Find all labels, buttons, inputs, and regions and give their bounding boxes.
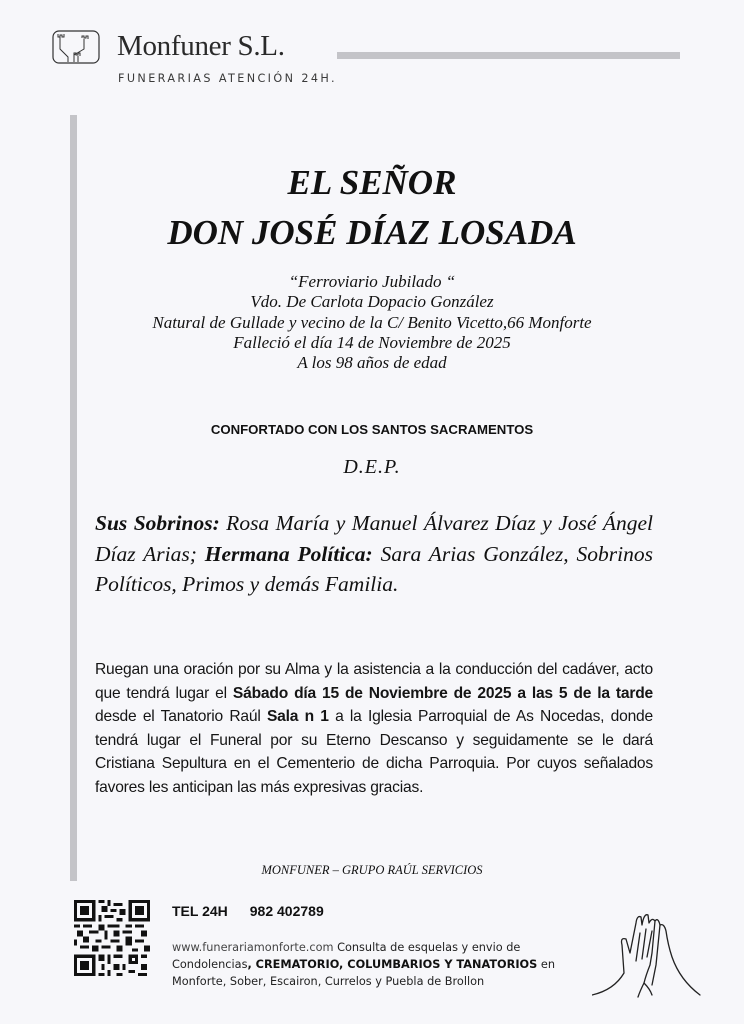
praying-hands-icon bbox=[592, 895, 702, 1000]
footer-info-text-2: en Monforte, Sober, Escairon, Currelos y Puebla de Brollon bbox=[172, 958, 555, 988]
deceased-details bbox=[0, 272, 744, 373]
dep-line: D.E.P. bbox=[343, 456, 401, 478]
service-text-2: desde el Tanatorio Raúl bbox=[95, 708, 267, 726]
nephews-label: Sus Sobrinos: bbox=[95, 511, 220, 535]
deceased-name: DON JOSÉ DÍAZ LOSADA bbox=[167, 213, 577, 252]
sacraments-line: CONFORTADO CON LOS SANTOS SACRAMENTOS bbox=[210, 422, 534, 437]
footer-info bbox=[172, 939, 592, 990]
service-datetime: Sábado día 15 de Noviembre de 2025 a las 5 de la tarde bbox=[232, 684, 653, 702]
website-link[interactable]: www.funerariamonforte.com bbox=[172, 941, 334, 954]
tel-number[interactable]: 982 402789 bbox=[249, 903, 324, 919]
occupation: “Ferroviario Jubilado “ bbox=[288, 272, 456, 291]
group-signature: MONFUNER – GRUPO RAÚL SERVICIOS bbox=[261, 863, 483, 877]
spouse: Vdo. De Carlota Dopacio González bbox=[250, 292, 494, 312]
header-divider bbox=[337, 52, 680, 59]
origin-address: Natural de Gullade y vecino de la C/ Benito Vicetto,66 Monforte bbox=[152, 312, 592, 332]
service-paragraph bbox=[95, 658, 653, 800]
brand-tagline: FUNERARIAS ATENCIÓN 24H. bbox=[118, 72, 337, 85]
family-paragraph bbox=[95, 508, 653, 600]
age: A los 98 años de edad bbox=[297, 353, 447, 373]
death-date: Falleció el día 14 de Noviembre de 2025 bbox=[233, 332, 511, 352]
footer-info-text-1: Consulta de esquelas y envio de Condolencias bbox=[172, 941, 521, 971]
service-text-3: a la Iglesia Parroquial de As Nocedas, donde tendrá lugar el Funeral por su Eterno Descanso y seguidamente se le dará Cristiana Sepultura en el Cementerio de dicha Parroquia. Por cuyos señalados favores les anticipan las más expresivas gracias. bbox=[95, 708, 654, 796]
footer-services: , CREMATORIO, COLUMBARIOS Y TANATORIOS bbox=[247, 958, 538, 971]
sister-in-law-label: Hermana Política: bbox=[204, 541, 373, 566]
title-line-1: EL SEÑOR bbox=[287, 163, 457, 202]
brand-name: Monfuner S.L. bbox=[117, 30, 285, 62]
service-room: Sala n 1 bbox=[266, 708, 329, 726]
sister-in-law-names: Sara Arias González, Sobrinos Políticos, Primos y demás Familia. bbox=[95, 541, 654, 596]
phone-info bbox=[172, 903, 324, 919]
tel-label: TEL 24H bbox=[172, 903, 228, 919]
nephews-names: Rosa María y Manuel Álvarez Díaz y José Ángel Díaz Arias; bbox=[95, 511, 653, 566]
castle-tower-icon bbox=[52, 30, 100, 64]
qr-code-icon[interactable] bbox=[74, 900, 150, 976]
service-text-1: Ruegan una oración por su Alma y la asistencia a la conducción del cadáver, acto que tendrá lugar el bbox=[95, 661, 653, 702]
